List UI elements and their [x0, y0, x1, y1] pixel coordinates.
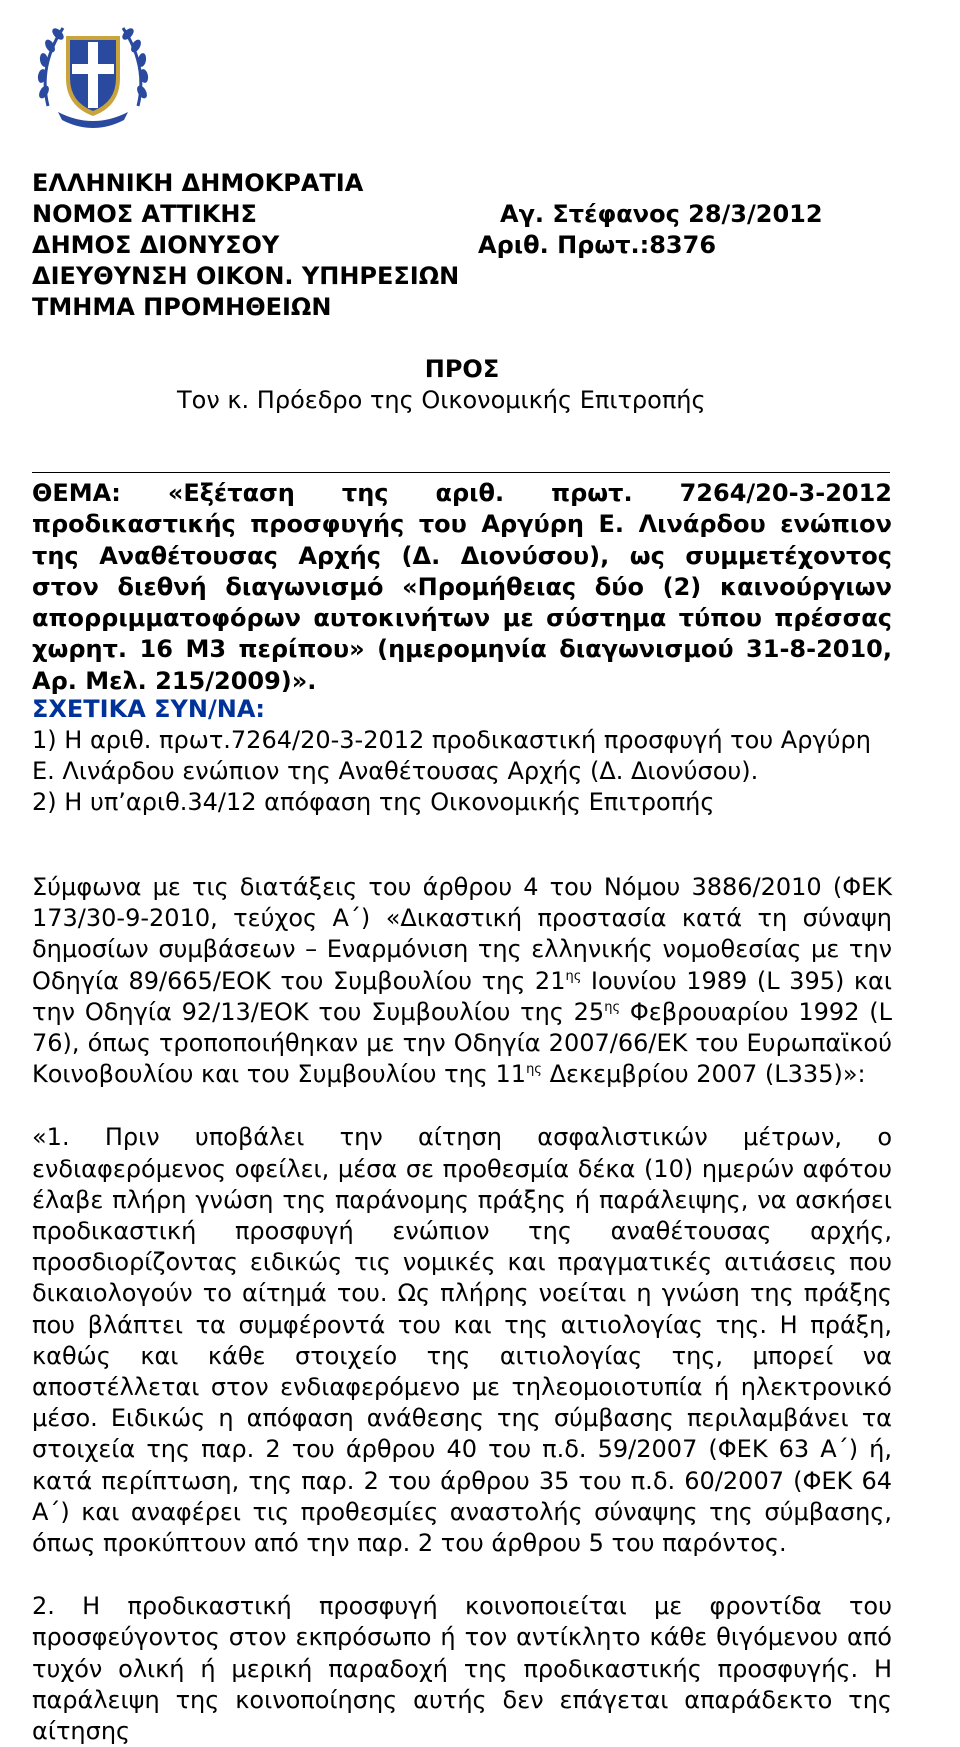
paragraph-1: «1. Πριν υποβάλει την αίτηση ασφαλιστικών μέτρων, ο ενδιαφερόμενος οφείλει, μέσα σε προθεσμία δέκα (10) ημερών αφότου έλαβε πλήρη γνώση της παράνομης πράξης ή παράλειψης, να ασκήσει προδικαστική προσφυγή ενώπιον της αναθέτουσας αρχής, προσδιορίζοντας ειδικώς τις νομικές και πραγματικές αιτιάσεις που δικαιολογούν το αίτημά του. Ως πλήρης νοείται η γνώση της πράξης που βλάπτει τα συμφέροντά του και της αιτιολογίας της. Η πράξη, καθώς και κάθε στοιχείο της αιτιολογίας της, μπορεί να αποστέλλεται στον ενδιαφερόμενο με τηλεομοιοτυπία ή ηλεκτρονικό μέσο. Ειδικώς η απόφαση ανάθεσης της σύμβασης περιλαμβάνει τα στοιχεία της παρ. 2 του άρθρου 40 του π.δ. 59/2007 (ΦΕΚ 63 Α΄) ή, κατά περίπτωση, της παρ. 2 του άρθρου 35 του π.δ. 60/2007 (ΦΕΚ 64 Α΄) και αναφέρει τις προθεσμίες αναστολής σύναψης της σύμβασης, όπως προκύπτουν από την παρ. 2 του άρθρου 5 του παρόντος.	[32, 1123, 892, 1558]
intro-text-c: Φεβρουαρίου 1992 (L 76), όπως τροποποιήθηκαν με την Οδηγία 2007/66/ΕΚ του Ευρωπαϊκού Κοινοβουλίου και του Συμβουλίου της 11	[32, 997, 892, 1089]
issuer-header	[32, 168, 892, 323]
header-country: ΕΛΛΗΝΙΚΗ ΔΗΜΟΚΡΑΤΙΑ	[32, 169, 364, 197]
protocol-number: Αριθ. Πρωτ.:8376	[478, 231, 717, 259]
subject-divider	[32, 472, 890, 473]
recipient-block	[32, 354, 892, 416]
ordinal-suffix: ης	[526, 1062, 542, 1078]
ordinal-suffix: ης	[604, 999, 621, 1015]
subject-text: ΘΕΜΑ: «Εξέταση της αριθ. πρωτ. 7264/20-3-2012 προδικαστικής προσφυγής του Αργύρη Ε. Λινάρδου ενώπιον της Αναθέτουσας Αρχής (Δ. Διονύσου), ως συμμετέχοντος στον διεθνή διαγωνισμό «Προμήθειας δύο (2) καινούργιων απορριμματοφόρων αυτοκινήτων με σύστημα τύπου πρέσσας χωρητ. 16 M3 περίπου» (ημερομηνία διαγωνισμού 31-8-2010, Αρ. Μελ. 215/2009)».	[32, 479, 892, 695]
header-municipality: ΔΗΜΟΣ ΔΙΟΝΥΣΟΥ	[32, 231, 280, 259]
paragraph-2: 2. Η προδικαστική προσφυγή κοινοποιείται με φροντίδα του προσφεύγοντος στον εκπρόσωπο ή τον αντίκλητο κάθε θιγόμενου από τυχόν ολική ή μερική παραδοχή της προδικαστικής προσφυγής. Η παράλειψη της κοινοποίησης αυτής δεν επάγεται απαράδεκτο της αίτησης	[32, 1592, 892, 1746]
related-item-1: 1) Η αριθ. πρωτ.7264/20-3-2012 προδικαστική προσφυγή του Αργύρη Ε. Λινάρδου ενώπιον της Αναθέτουσας Αρχής (Δ. Διονύσου).	[32, 726, 871, 785]
header-department: ΤΜΗΜΑ ΠΡΟΜΗΘΕΙΩΝ	[32, 293, 332, 321]
document-date: Αγ. Στέφανος 28/3/2012	[500, 200, 823, 228]
ordinal-suffix: ης	[565, 968, 582, 984]
related-heading: ΣΧΕΤΙΚΑ ΣΥΝ/ΝΑ:	[32, 695, 266, 723]
recipient-name: Τον κ. Πρόεδρο της Οικονομικής Επιτροπής	[177, 386, 706, 414]
intro-paragraph	[32, 872, 892, 1090]
greek-coat-of-arms-icon	[28, 6, 158, 136]
document-body	[32, 872, 892, 1747]
recipient-to-label: ΠΡΟΣ	[424, 355, 500, 383]
intro-text-d: Δεκεμβρίου 2007 (L335)»:	[541, 1060, 866, 1089]
intro-text-a: Σύμφωνα με τις διατάξεις του άρθρου 4 του Νόμου 3886/2010 (ΦΕΚ 173/30-9-2010, τεύχος Α΄) «Δικαστική προστασία κατά τη σύναψη δημοσίων συμβάσεων – Εναρμόνιση της ελληνικής νομοθεσίας με την Οδηγία 89/665/ΕΟΚ του Συμβουλίου της 21	[32, 873, 892, 995]
related-documents	[32, 694, 892, 818]
header-directorate: ΔΙΕΥΘΥΝΣΗ ΟΙΚΟΝ. ΥΠΗΡΕΣΙΩΝ	[32, 262, 460, 290]
intro-text-b: Ιουνίου 1989 (L 395) και την Οδηγία 92/13/ΕΟΚ του Συμβουλίου της 25	[32, 966, 893, 1026]
related-item-2: 2) Η υπ’αριθ.34/12 απόφαση της Οικονομικής Επιτροπής	[32, 788, 715, 816]
header-prefecture: ΝΟΜΟΣ ΑΤΤΙΚΗΣ	[32, 200, 257, 228]
